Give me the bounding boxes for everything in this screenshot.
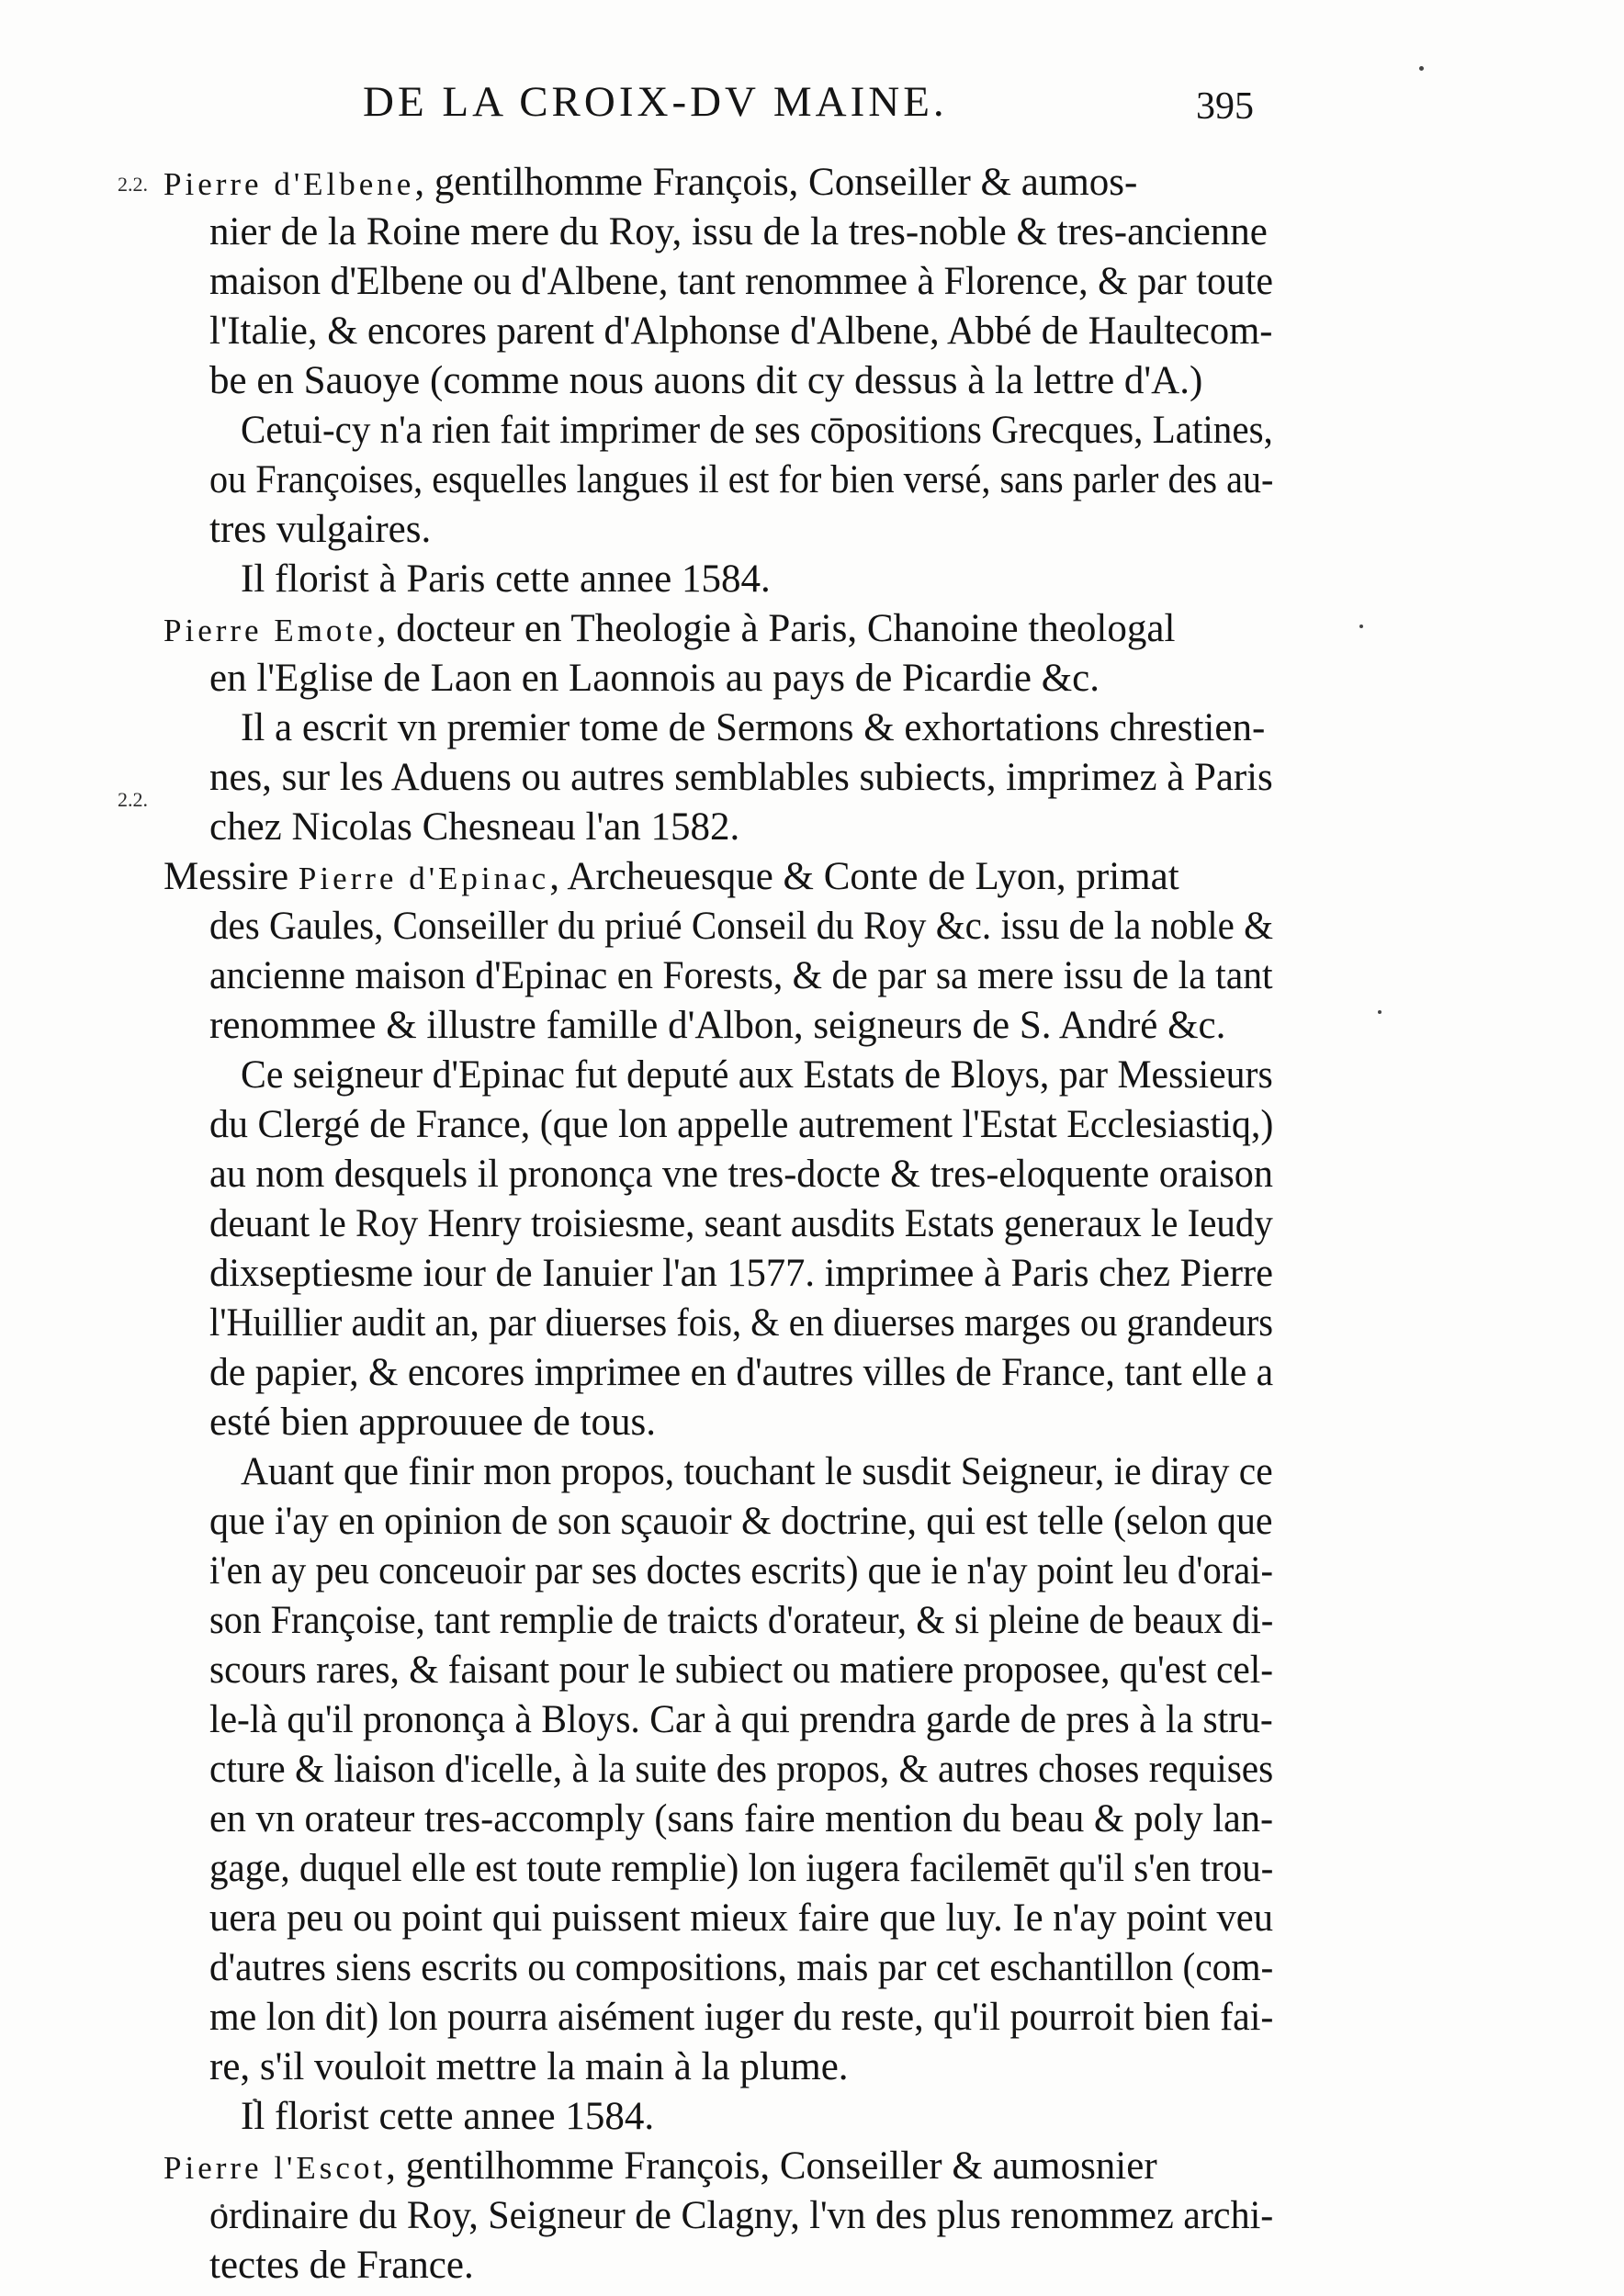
text-line: d'autres siens escrits ou compositions, mais par cet eschantillon (com- xyxy=(209,1946,1274,1989)
entry-first-line xyxy=(164,604,1175,656)
text-line: cture & liaison d'icelle, à la suite des propos, & autres choses requises xyxy=(209,1748,1274,1791)
text-line: au nom desquels il prononça vne tres-docte & tres-eloquente oraison xyxy=(209,1153,1273,1196)
text-line: , docteur en Theologie à Paris, Chanoine theologal xyxy=(376,607,1176,650)
text-line: Il florist cette annee 1584. xyxy=(241,2095,655,2138)
text-line: , Archeuesque & Conte de Lyon, primat xyxy=(549,855,1179,898)
entry-name: Pierre Emote xyxy=(164,613,377,648)
text-line: en vn orateur tres-accomply (sans faire mention du beau & poly lan- xyxy=(209,1797,1274,1840)
honorific: Messire xyxy=(164,855,299,898)
text-line: Cetui-cy n'a rien fait imprimer de ses cōpositions Grecques, Latines, xyxy=(241,409,1273,452)
text-line: Auant que finir mon propos, touchant le susdit Seigneur, ie diray ce xyxy=(241,1450,1273,1493)
text-line: i'en ay peu conceuoir par ses doctes escrits) que ie n'ay point leu d'orai- xyxy=(209,1549,1274,1593)
text-line: tres vulgaires. xyxy=(209,508,432,551)
text-line: l'Italie, & encores parent d'Alphonse d'Albene, Abbé de Haultecom- xyxy=(209,310,1273,353)
entry-first-line xyxy=(164,158,1137,209)
text-line: , gentilhomme François, Conseiller & aumosnier xyxy=(386,2144,1157,2188)
text-line: que i'ay en opinion de son sçauoir & doctrine, qui est telle (selon que xyxy=(209,1500,1273,1543)
text-line: Il a escrit vn premier tome de Sermons & exhortations chrestien- xyxy=(241,706,1266,749)
text-line: ordinaire du Roy, Seigneur de Clagny, l'vn des plus renommez archi- xyxy=(209,2194,1274,2237)
text-line: be en Sauoye (comme nous auons dit cy dessus à la lettre d'A.) xyxy=(209,359,1203,402)
ink-speck xyxy=(1419,66,1424,71)
text-line: des Gaules, Conseiller du priué Conseil du Roy &c. issu de la noble & xyxy=(209,905,1274,948)
text-line: tectes de France. xyxy=(209,2244,474,2287)
margin-mark: 2.2. xyxy=(118,173,148,196)
text-line: son Françoise, tant remplie de traicts d'orateur, & si pleine de beaux di- xyxy=(209,1599,1274,1642)
entry-name: Pierre d'Elbene xyxy=(164,166,415,202)
text-line: en l'Eglise de Laon en Laonnois au pays de Picardie &c. xyxy=(209,657,1100,700)
text-line: deuant le Roy Henry troisiesme, seant ausdits Estats generaux le Ieudy xyxy=(209,1202,1273,1245)
text-line: re, s'il vouloit mettre la main à la plume. xyxy=(209,2045,849,2088)
entry-name: Pierre d'Epinac xyxy=(298,861,550,896)
text-line: Ce seigneur d'Epinac fut deputé aux Estats de Bloys, par Messieurs xyxy=(241,1053,1273,1097)
text-line: renommee & illustre famille d'Albon, seigneurs de S. André &c. xyxy=(209,1004,1226,1047)
text-line: me lon dit) lon pourra aisément iuger du reste, qu'il pourroit bien fai- xyxy=(209,1996,1274,2039)
text-line: nes, sur les Aduens ou autres semblables subiects, imprimez à Paris xyxy=(209,756,1273,799)
text-line: de papier, & encores imprimee en d'autres villes de France, tant elle a xyxy=(209,1351,1274,1394)
text-line: dixseptiesme iour de Ianuier l'an 1577. imprimee à Paris chez Pierre xyxy=(209,1252,1274,1295)
ink-speck xyxy=(1378,1010,1382,1014)
text-line: scours rares, & faisant pour le subiect ou matiere proposee, qu'est cel- xyxy=(209,1649,1273,1692)
running-title: DE LA CROIX-DV MAINE. xyxy=(363,78,948,126)
text-line: le-là qu'il prononça à Bloys. Car à qui prendra garde de pres à la stru- xyxy=(209,1698,1273,1741)
entry-first-line xyxy=(164,852,1179,904)
entry-first-line xyxy=(164,2142,1157,2193)
text-line: esté bien approuuee de tous. xyxy=(209,1401,656,1444)
ink-speck xyxy=(1359,625,1363,628)
text-line: du Clergé de France, (que lon appelle autrement l'Estat Ecclesiastiq,) xyxy=(209,1103,1274,1146)
text-line: , gentilhomme François, Conseiller & aumos- xyxy=(414,161,1138,204)
text-line: ou Françoises, esquelles langues il est for bien versé, sans parler des au- xyxy=(209,458,1274,501)
text-line: Il florist à Paris cette annee 1584. xyxy=(241,557,771,601)
page-number: 395 xyxy=(1196,85,1254,128)
text-line: ancienne maison d'Epinac en Forests, & de par sa mere issu de la tant xyxy=(209,954,1273,997)
text-line: maison d'Elbene ou d'Albene, tant renommee à Florence, & par toute xyxy=(209,260,1274,303)
entry-name: Pierre l'Escot xyxy=(164,2150,387,2186)
text-line: chez Nicolas Chesneau l'an 1582. xyxy=(209,805,740,849)
text-line: gage, duquel elle est toute remplie) lon iugera facilemēt qu'il s'en trou- xyxy=(209,1847,1274,1890)
text-line: l'Huillier audit an, par diuerses fois, & en diuerses marges ou grandeurs xyxy=(209,1301,1273,1345)
margin-mark: 2.2. xyxy=(118,788,148,811)
page-header xyxy=(0,77,1624,151)
text-line: uera peu ou point qui puissent mieux faire que luy. Ie n'ay point veu xyxy=(209,1896,1274,1940)
text-line: nier de la Roine mere du Roy, issu de la tres-noble & tres-ancienne xyxy=(209,210,1268,253)
